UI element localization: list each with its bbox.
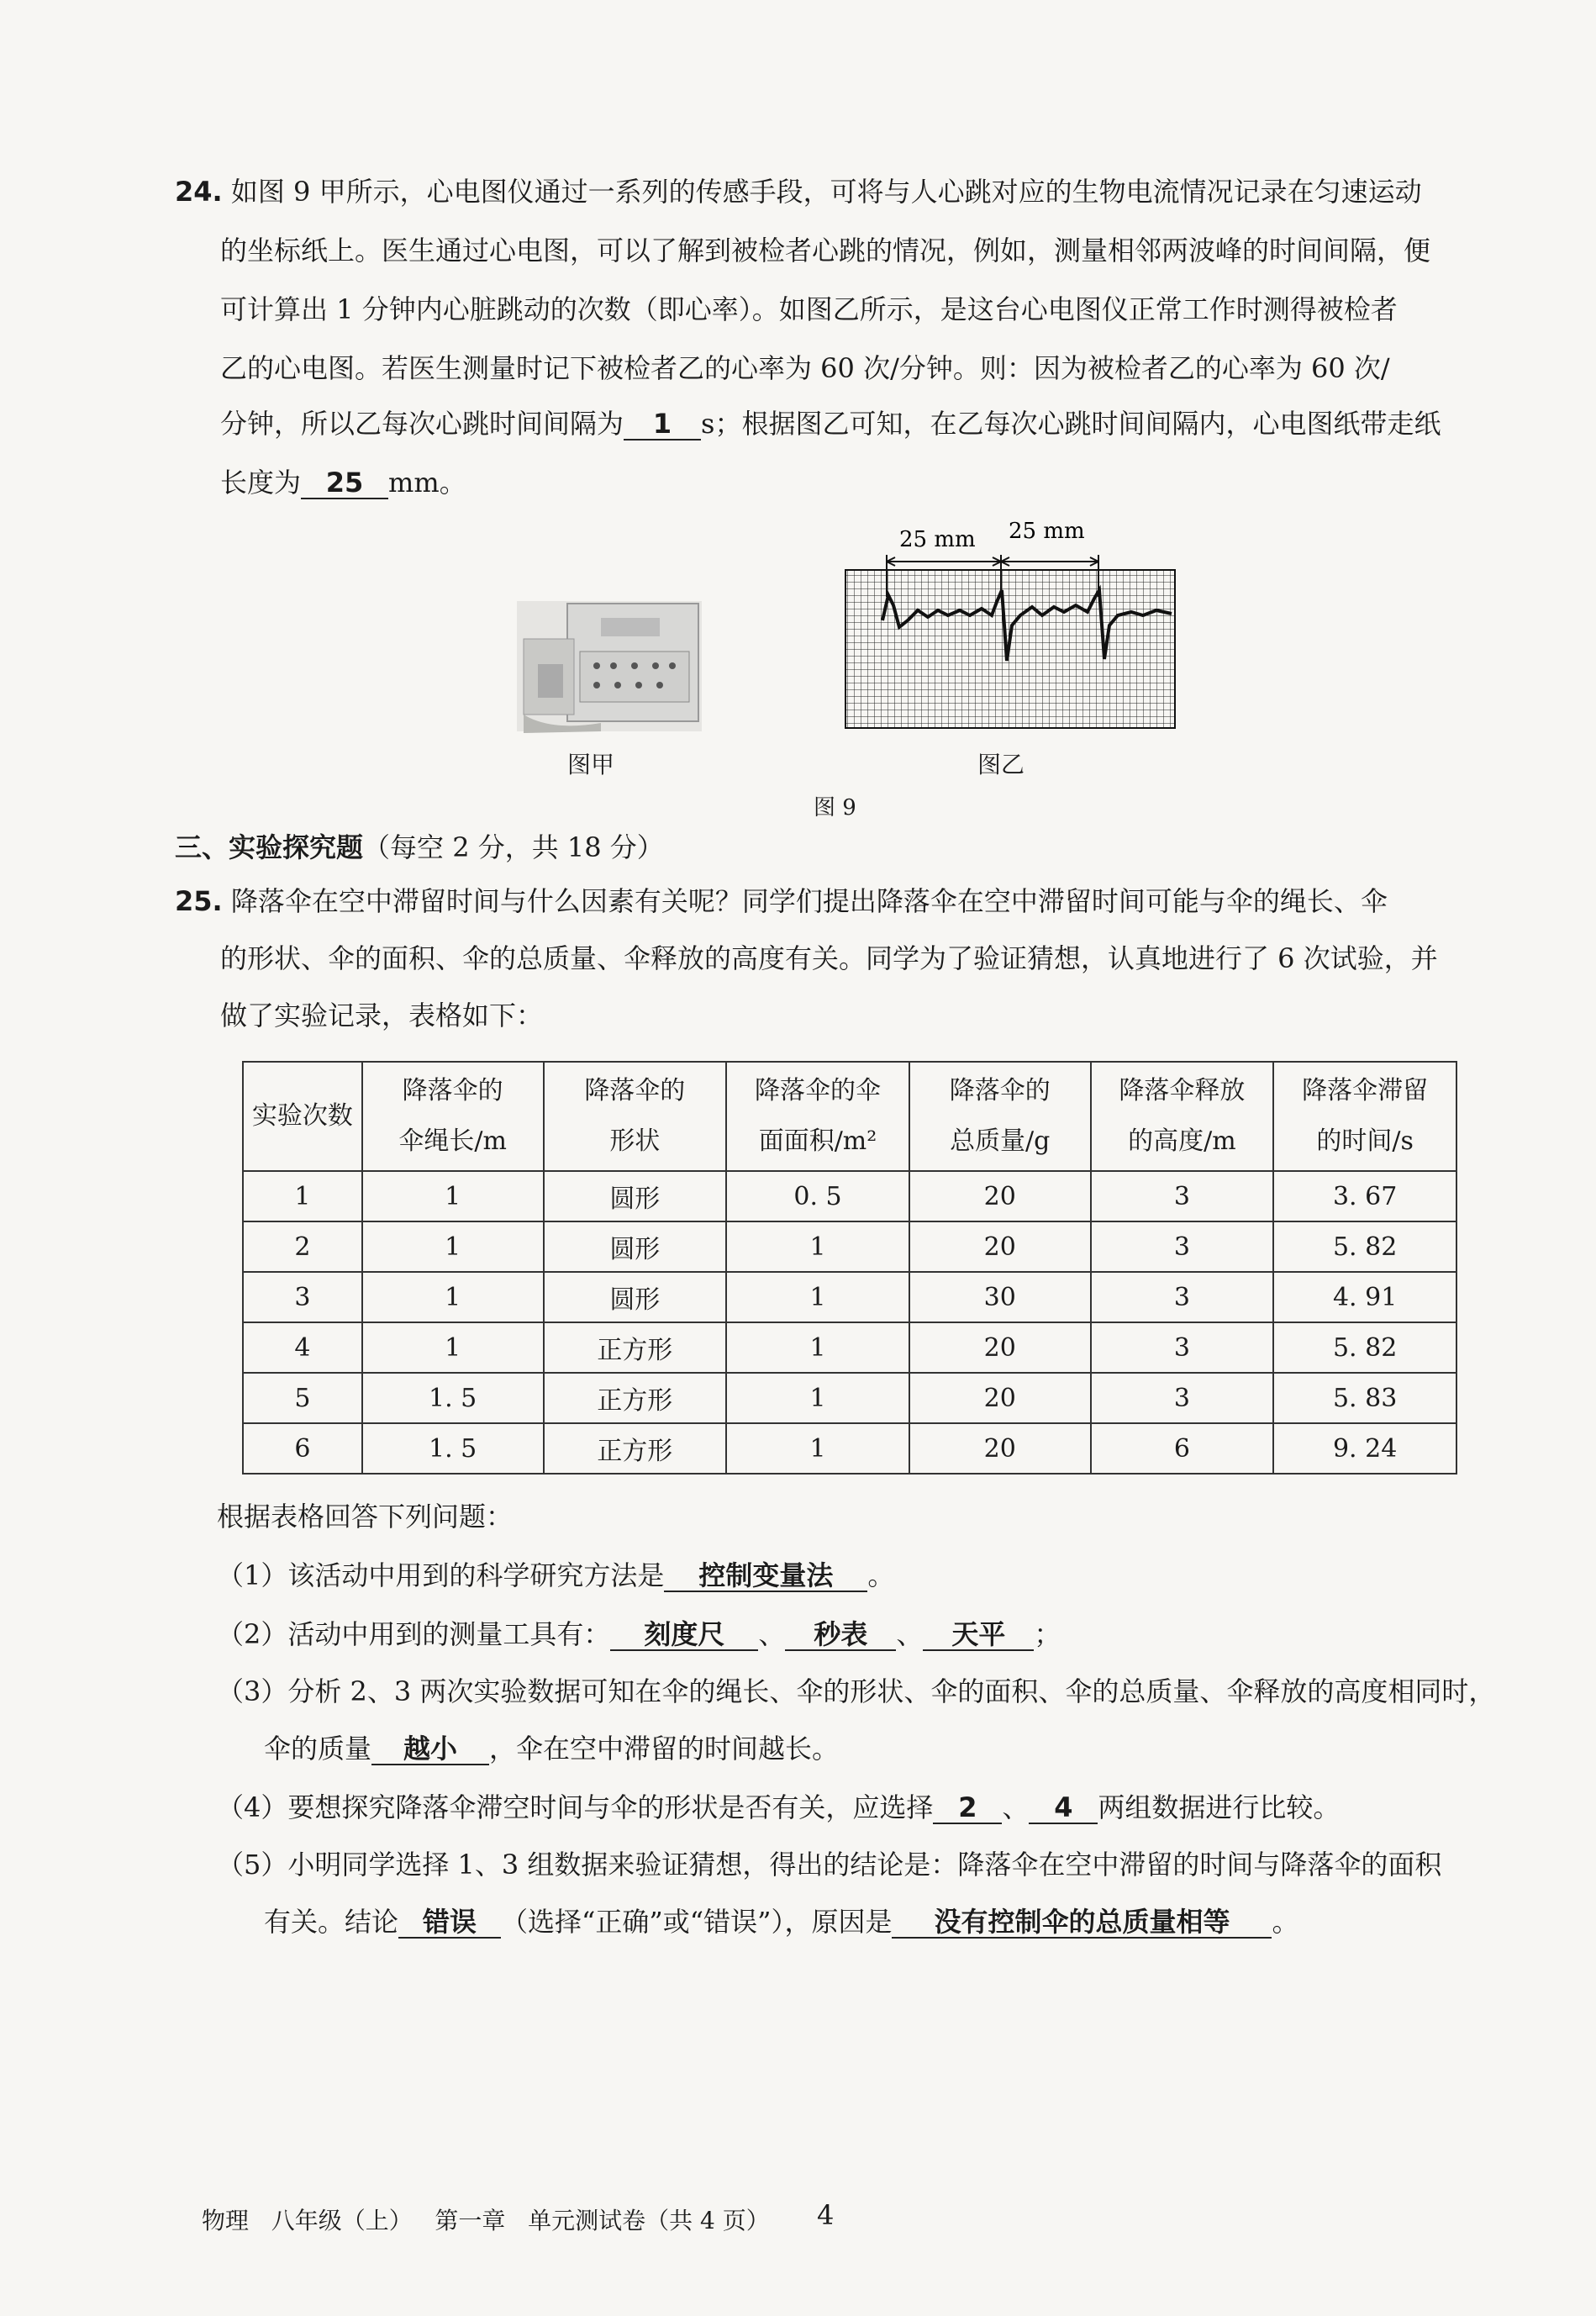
table-cell: 0. 5 — [726, 1171, 909, 1221]
page-number: 4 — [817, 2199, 835, 2231]
ecg-chart — [840, 521, 1185, 731]
table-header-cell — [1091, 1062, 1274, 1171]
q25-text-1: 降落伞在空中滞留时间与什么因素有关呢？同学们提出降落伞在空中滞留时间可能与伞的绳长、伞 — [230, 885, 1388, 917]
q25-sub-4-end: 两组数据进行比较。 — [1098, 1791, 1341, 1823]
table-header-cell — [1273, 1062, 1456, 1171]
table-header-cell — [909, 1062, 1091, 1171]
q24-line-2: 的坐标纸上。医生通过心电图，可以了解到被检者心跳的情况，例如，测量相邻两波峰的时间间隔，便 — [220, 235, 1431, 266]
table-header-cell — [544, 1062, 727, 1171]
answer-group-2: 4 — [1029, 1792, 1098, 1824]
table-row — [243, 1423, 1456, 1474]
table-cell: 6 — [1091, 1423, 1274, 1474]
table-header-cell — [726, 1062, 909, 1171]
table-cell: 1. 5 — [362, 1373, 544, 1423]
table-cell: 1 — [362, 1322, 544, 1373]
table-cell: 圆形 — [544, 1221, 727, 1272]
table-cell: 3 — [1091, 1171, 1274, 1221]
q25-sub-5-line-2 — [264, 1905, 1298, 1939]
figure-label-yi: 图乙 — [977, 751, 1025, 778]
header-text: 伞绳长/m — [398, 1126, 507, 1156]
table-cell: 圆形 — [544, 1171, 727, 1221]
table-cell: 正方形 — [544, 1322, 727, 1373]
page-footer: 物理 八年级（上） 第一章 单元测试卷（共 4 页） — [202, 2207, 770, 2234]
table-cell: 5 — [243, 1373, 362, 1423]
q24-answer-length: 25 — [301, 467, 388, 499]
q25-sub-3-text: 伞的质量 — [264, 1733, 372, 1765]
table-cell: 1 — [726, 1373, 909, 1423]
table-cell: 3 — [1091, 1373, 1274, 1423]
header-text: 降落伞的伞 — [755, 1076, 881, 1105]
table-row — [243, 1171, 1456, 1221]
q25-number: 25. — [175, 885, 223, 917]
table-cell: 20 — [909, 1373, 1091, 1423]
q25-line-3: 做了实验记录，表格如下： — [220, 1000, 544, 1031]
answer-mass: 越小 — [371, 1733, 489, 1765]
table-cell: 1 — [362, 1171, 544, 1221]
table-row — [243, 1272, 1456, 1322]
table-cell: 1 — [726, 1272, 909, 1322]
header-text: 实验次数 — [251, 1101, 353, 1131]
header-text: 的时间/s — [1316, 1126, 1414, 1156]
section-3-heading — [175, 831, 664, 864]
q24-line-4: 乙的心电图。若医生测量时记下被检者乙的心率为 60 次/分钟。则：因为被检者乙的心率为 60 次/ — [220, 352, 1390, 384]
table-cell: 3 — [1091, 1272, 1274, 1322]
header-text: 形状 — [609, 1126, 661, 1156]
q25-line-2: 的形状、伞的面积、伞的总质量、伞释放的高度有关。同学为了验证猜想，认真地进行了 6 次试验，并 — [220, 942, 1438, 974]
q24-text-6b: mm。 — [388, 467, 466, 499]
q25-sub-5-mid: （选择“正确”或“错误”），原因是 — [501, 1906, 893, 1938]
table-cell: 正方形 — [544, 1373, 727, 1423]
table-cell: 正方形 — [544, 1423, 727, 1474]
answer-tool-1: 刻度尺 — [610, 1619, 758, 1651]
header-text: 降落伞的 — [402, 1076, 503, 1105]
answer-group-1: 2 — [933, 1792, 1002, 1824]
section-3-title: 三、实验探究题 — [175, 831, 364, 863]
answer-reason: 没有控制伞的总质量相等 — [892, 1907, 1272, 1939]
table-header-cell — [362, 1062, 544, 1171]
q25-sub-1-text: （1）该活动中用到的科学研究方法是 — [217, 1559, 665, 1591]
table-cell: 1 — [726, 1423, 909, 1474]
header-text: 的高度/m — [1128, 1126, 1236, 1156]
q25-sub-4 — [217, 1791, 1340, 1824]
figure-caption: 图 9 — [814, 795, 856, 820]
header-text: 面面积/m² — [758, 1126, 877, 1156]
table-cell: 20 — [909, 1322, 1091, 1373]
q24-line-5 — [220, 407, 1441, 441]
table-cell: 圆形 — [544, 1272, 727, 1322]
table-cell: 3 — [243, 1272, 362, 1322]
header-text: 降落伞释放 — [1119, 1076, 1246, 1105]
table-cell: 1 — [726, 1322, 909, 1373]
q25-sub-5-line-1: （5）小明同学选择 1、3 组数据来验证猜想，得出的结论是：降落伞在空中滞留的时间与降落伞的面积 — [217, 1849, 1442, 1881]
table-cell: 4. 91 — [1273, 1272, 1456, 1322]
q25-sub-4-text: （4）要想探究降落伞滞空时间与伞的形状是否有关，应选择 — [217, 1791, 934, 1823]
dimension-arrow-2 — [1001, 557, 1098, 566]
q24-text-5a: 分钟，所以乙每次心跳时间间隔为 — [220, 408, 624, 440]
dimension-label-1: 25 mm — [899, 527, 976, 552]
q24-number: 24. — [175, 176, 223, 208]
dimension-label-2: 25 mm — [1009, 521, 1085, 544]
header-text: 总质量/g — [950, 1126, 1051, 1156]
answer-tool-2: 秒表 — [785, 1619, 896, 1651]
figure-label-jia: 图甲 — [567, 751, 615, 778]
header-text: 降落伞滞留 — [1302, 1076, 1429, 1105]
table-cell: 9. 24 — [1273, 1423, 1456, 1474]
header-text: 降落伞的 — [949, 1076, 1051, 1105]
q25-sub-3-line-1: （3）分析 2、3 两次实验数据可知在伞的绳长、伞的形状、伞的面积、伞的总质量、伞释放的高度相同时， — [217, 1675, 1496, 1707]
answer-method: 控制变量法 — [664, 1560, 867, 1592]
experiment-table — [242, 1061, 1457, 1475]
table-cell: 1 — [726, 1221, 909, 1272]
table-cell: 1 — [362, 1221, 544, 1272]
table-cell: 1 — [362, 1272, 544, 1322]
table-cell: 20 — [909, 1423, 1091, 1474]
q25-sub-5-end: 。 — [1272, 1906, 1299, 1938]
table-cell: 2 — [243, 1221, 362, 1272]
header-text: 降落伞的 — [584, 1076, 686, 1105]
q25-intro: 根据表格回答下列问题： — [217, 1501, 514, 1533]
separator: 、 — [1002, 1791, 1030, 1823]
table-header-cell — [243, 1062, 362, 1171]
q24-line-1 — [175, 175, 1422, 208]
table-cell: 30 — [909, 1272, 1091, 1322]
table-cell: 5. 82 — [1273, 1322, 1456, 1373]
table-cell: 3 — [1091, 1221, 1274, 1272]
q24-text-5b: s；根据图乙可知，在乙每次心跳时间间隔内，心电图纸带走纸 — [701, 408, 1441, 440]
table-row — [243, 1373, 1456, 1423]
ecg-machine-photo — [500, 588, 710, 744]
table-cell: 20 — [909, 1221, 1091, 1272]
separator: 、 — [758, 1618, 786, 1650]
q24-line-6 — [220, 466, 466, 499]
q25-sub-5-text: 有关。结论 — [264, 1906, 399, 1938]
table-cell: 1. 5 — [362, 1423, 544, 1474]
q25-sub-2-end: ； — [1034, 1618, 1061, 1650]
q25-sub-3-end: ，伞在空中滞留的时间越长。 — [489, 1733, 840, 1765]
dimension-arrow-1 — [887, 557, 1001, 566]
table-cell: 5. 83 — [1273, 1373, 1456, 1423]
table-cell: 5. 82 — [1273, 1221, 1456, 1272]
q25-sub-1 — [217, 1559, 894, 1592]
section-3-note: （每空 2 分，共 18 分） — [363, 831, 664, 863]
answer-tool-3: 天平 — [923, 1619, 1034, 1651]
table-cell: 6 — [243, 1423, 362, 1474]
table-cell: 3 — [1091, 1322, 1274, 1373]
table-cell: 3. 67 — [1273, 1171, 1456, 1221]
q25-sub-1-end: 。 — [867, 1559, 895, 1591]
table-cell: 20 — [909, 1171, 1091, 1221]
q24-text-6a: 长度为 — [220, 467, 302, 499]
q25-sub-3-line-2 — [264, 1732, 839, 1765]
separator: 、 — [896, 1618, 924, 1650]
q25-sub-2-text: （2）活动中用到的测量工具有： — [217, 1618, 611, 1650]
table-cell: 4 — [243, 1322, 362, 1373]
table-header-row — [243, 1062, 1456, 1171]
q24-line-3: 可计算出 1 分钟内心脏跳动的次数（即心率）。如图乙所示，是这台心电图仪正常工作时测得被检者 — [220, 293, 1398, 325]
answer-conclusion: 错误 — [398, 1907, 501, 1939]
q25-line-1 — [175, 884, 1388, 918]
q25-sub-2 — [217, 1617, 1061, 1651]
q24-answer-interval: 1 — [624, 409, 701, 441]
table-row — [243, 1322, 1456, 1373]
table-cell: 1 — [243, 1171, 362, 1221]
q24-text-1: 如图 9 甲所示，心电图仪通过一系列的传感手段，可将与人心跳对应的生物电流情况记录在匀速运动 — [230, 176, 1422, 208]
table-row — [243, 1221, 1456, 1272]
